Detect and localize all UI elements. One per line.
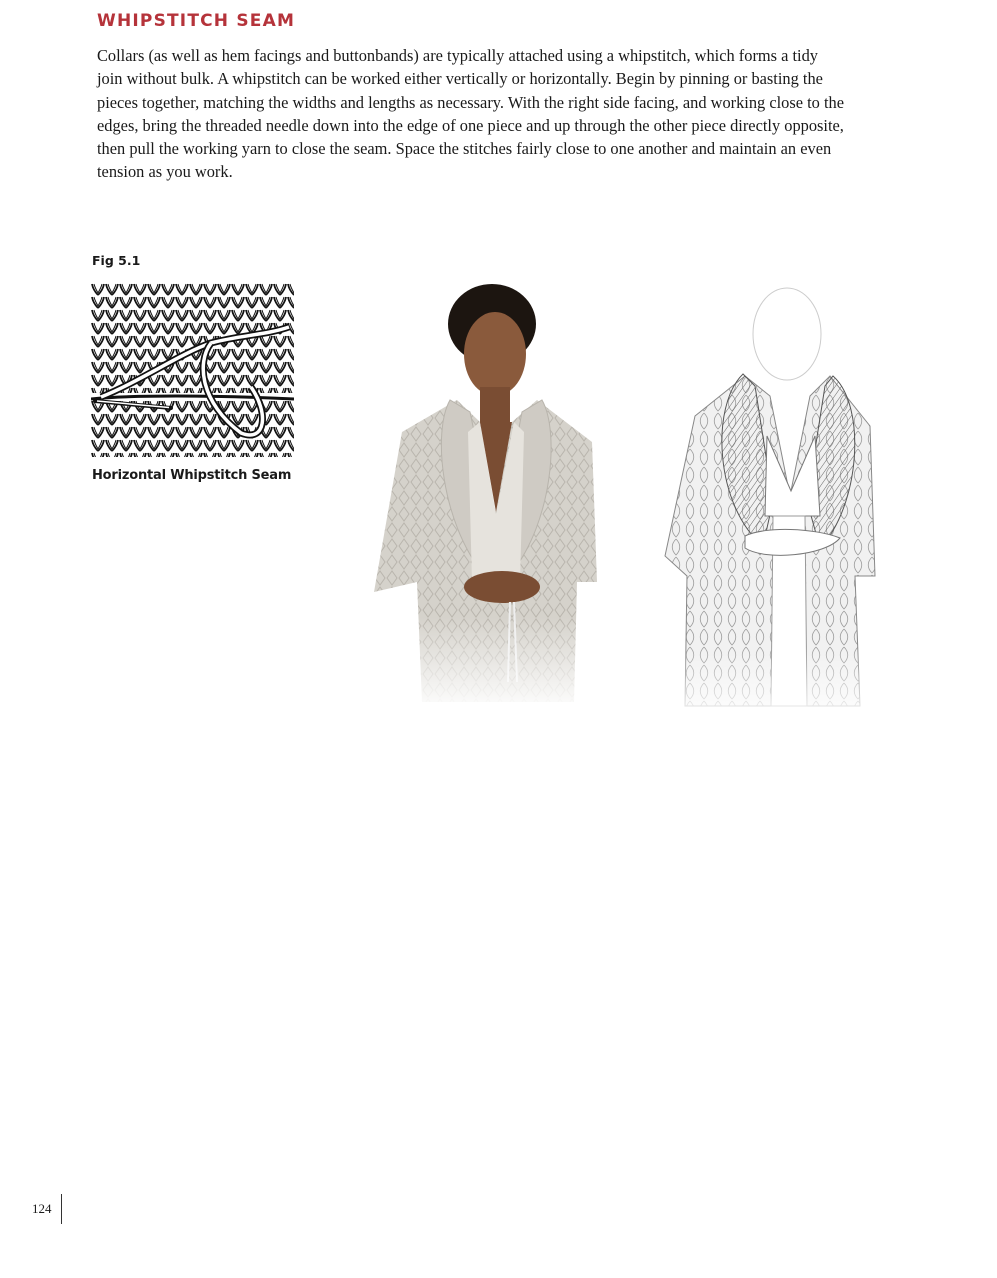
body-paragraph: Collars (as well as hem facings and buttonbands) are typically attached using a whipstitch, which forms a tidy join without bulk. A whipstitch can be worked either vertically or horizontally. Begin by pinning or basting the pieces together, matching the widths and lengths as necessary. With the right side facing, and working close to the edges, bring the threaded needle down into the edge of one piece and up through the other piece directly opposite, then pull the working yarn to close the seam. Space the stitches fairly close to one another and maintain an even tension as you work.	[97, 46, 844, 182]
whipstitch-swatch-diagram	[91, 283, 294, 457]
garment-sketch	[655, 286, 881, 726]
model-photo	[362, 282, 608, 712]
page-number-rule	[61, 1194, 62, 1224]
page-number: 124	[32, 1201, 52, 1216]
figure-caption: Horizontal Whipstitch Seam	[92, 468, 292, 483]
figure-label: Fig 5.1	[92, 253, 141, 268]
section-heading: WHIPSTITCH SEAM	[97, 11, 296, 31]
